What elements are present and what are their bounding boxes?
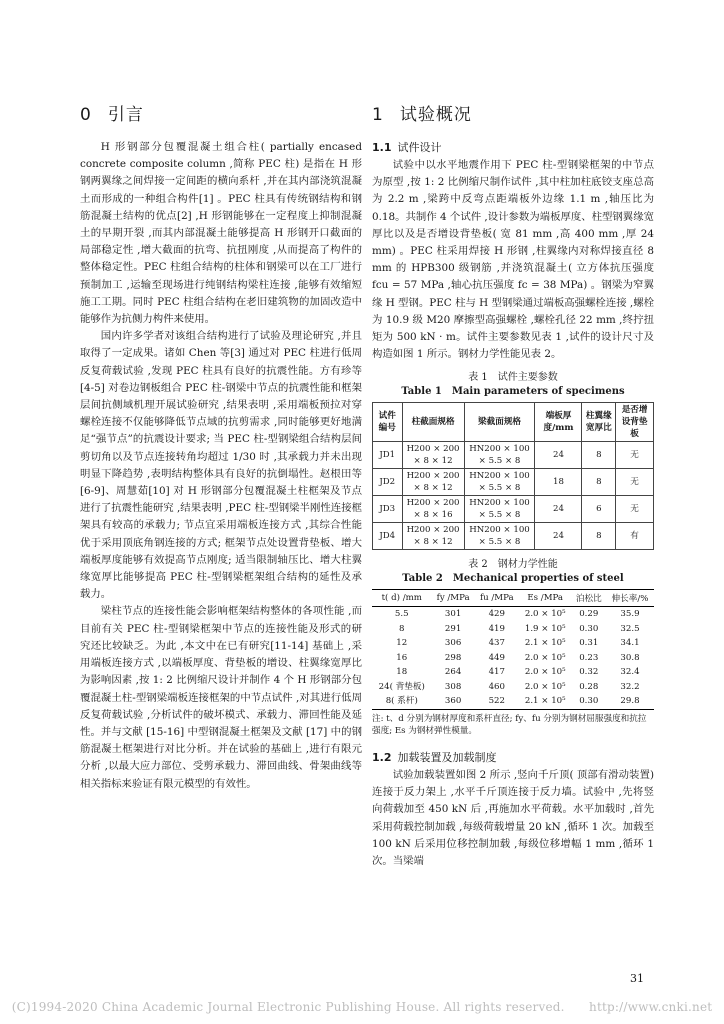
table1-header: 梁截面规格: [464, 403, 535, 442]
table2-header-row: [372, 590, 654, 607]
table-cell: HN200 × 100 × 5.5 × 8: [464, 442, 535, 469]
table2-note: 注: t、d 分别为钢材厚度和系杆直径; fy、fu 分别为钢材屈服强度和抗拉强度; Es 为钢材弹性模量。: [372, 713, 647, 736]
table-cell: 2.1 × 10⁵: [524, 696, 566, 707]
table-cell: 29.8: [620, 696, 640, 707]
table-cell: JD2: [373, 469, 403, 496]
table-cell: 24: [535, 442, 582, 469]
copyright-footer: (C)1994-2020 China Academic Journal Electronic Publishing House. All rights reserved. http://www.cnki.net: [11, 1000, 713, 1014]
table-cell: 8: [582, 469, 616, 496]
table-row: [372, 665, 654, 680]
table-row: [373, 442, 654, 469]
table-cell: 30.8: [620, 652, 640, 663]
design-paragraph: 试验中以水平地震作用下 PEC 柱-型钢梁框架的中节点为原型 ,按 1: 2 比例缩尺制作试件 ,其中柱加柱底铰支座总高为 2.2 m ,梁跨中反弯点距端板外边缘 1.1 m ,轴压比为 0.18。共制作 4 个试件 ,设计参数为端板厚度、柱型钢翼缘宽厚比以及是否增设背垫板( 宽 81 mm ,高 400 mm ,厚 24 mm) 。PEC 柱采用焊接 H 形钢 ,柱翼缘内对称焊接直径 8 mm 的 HPB300 级钢筋 ,并浇筑混凝土( 立方体抗压强度 fcu = 57 MPa ,轴心抗压强度 fc = 38 MPa) 。钢梁为窄翼缘 H 型钢。PEC 柱与 H 型钢梁通过端板高强螺栓连接 ,螺栓为 10.9 级 M20 摩擦型高强螺栓 ,螺栓孔径 22 mm ,终拧扭矩为 500 kN · m。试件主要参数见表 1 ,试件的设计尺寸及构造如图 1 所示。钢材力学性能见表 2。: [372, 159, 654, 361]
table-cell: 无: [616, 442, 654, 469]
table-cell: 5.5: [394, 609, 409, 620]
table-cell: 522: [488, 696, 505, 707]
table-row: [372, 694, 654, 709]
section-number: 1: [372, 105, 384, 125]
subsection-number: 1.1: [372, 141, 392, 154]
table-cell: 2.0 × 10⁵: [524, 667, 566, 678]
table-cell: 0.31: [579, 638, 599, 649]
table-cell: 0.32: [579, 667, 599, 678]
subsection-heading-design: [372, 139, 654, 155]
table-row: [372, 680, 654, 695]
table-cell: 291: [444, 623, 462, 634]
table-cell: JD1: [373, 442, 403, 469]
table-row: [373, 496, 654, 523]
page-number: 31: [630, 972, 644, 985]
subsection-title: 加载装置及加载制度: [397, 750, 497, 764]
table-cell: 24( 背垫板): [378, 681, 425, 692]
table2-caption-en: Table 2 Mechanical properties of steel: [402, 573, 624, 585]
table2-caption: [372, 558, 654, 586]
table-cell: 460: [488, 681, 505, 692]
table-cell: 8( 系杆): [385, 696, 418, 707]
table-cell: 417: [488, 667, 505, 678]
table-cell: 419: [488, 623, 505, 634]
table-cell: 32.2: [620, 681, 640, 692]
table-cell: HN200 × 100 × 5.5 × 8: [464, 523, 535, 550]
table-cell: 8: [582, 442, 616, 469]
table-cell: 34.1: [620, 638, 640, 649]
table-cell: 1.9 × 10⁵: [524, 623, 566, 634]
intro-paragraph-1: H 形钢部分包覆混凝土组合柱( partially encased concrete composite column ,简称 PEC 柱) 是指在 H 形钢两翼缘之间焊接一定间距的横向系杆 ,并在其内部浇筑混凝土而形成的一种组合构件[1] 。PEC 柱具有传统钢结构和钢筋混凝土结构的优点[2] ,H 形钢能够在一定程度上抑制混凝土的早期开裂 ,而其内部混凝土能够提高 H 形钢开口截面的局部稳定性 ,增大截面的抗弯、抗扭刚度 ,从而提高了构件的整体稳定性。PEC 柱组合结构的柱体和钢梁可以在工厂进行预制加工 ,运输至现场进行纯钢结构梁柱连接 ,能够有效缩短施工工期。同时 PEC 柱组合结构在老旧建筑物的加固改造中能够作为抗侧力构件来使用。: [80, 141, 362, 326]
table-cell: 32.5: [620, 623, 640, 634]
table-cell: 24: [535, 523, 582, 550]
table2-header: Es /MPa: [519, 590, 572, 607]
right-column: [372, 100, 654, 870]
subsection-heading-loading: [372, 749, 654, 765]
table-row: [372, 607, 654, 622]
table1-header: 是否增设背垫板: [616, 403, 654, 442]
table-cell: 429: [488, 609, 505, 620]
table-cell: 298: [444, 652, 462, 663]
table-cell: 308: [444, 681, 462, 692]
table-cell: 360: [444, 696, 462, 707]
table-cell: 0.23: [579, 652, 599, 663]
table-cell: 35.9: [620, 609, 640, 620]
intro-paragraph-3: 梁柱节点的连接性能会影响框架结构整体的各项性能 ,而目前有关 PEC 柱-型钢梁框架中节点的连接性能及形式的研究还比较缺乏。为此 ,本文中在已有研究[11-14] 基础上 ,采用端板连接方式 ,以端板厚度、背垫板的增设、柱翼缘宽厚比为影响因素 ,按 1: 2 比例缩尺设计并制作 4 个 H 形钢部分包覆混凝土柱-型钢梁端板连接框架的中节点试件 ,对其进行低周反复荷载试验 ,分析试件的破坏模式、承载力、滞回性能及延性。并与文献 [15-16] 中型钢混凝土框架及文献 [17] 中的钢筋混凝土框架进行对比分析。并在试验的基础上 ,进行有限元分析 ,以最大应力部位、受剪承载力、滞回曲线、骨架曲线等相关指标来验证有限元模型的有效性。: [80, 605, 362, 790]
loading-paragraph: 试验加载装置如图 2 所示 ,竖向千斤顶( 顶部有滑动装置) 连接于反力架上 ,水平千斤顶连接于反力墙。试验中 ,先将竖向荷载加至 450 kN 后 ,再施加水平荷载。水平加载时 ,首先采用荷载控制加载 ,每级荷载增量 20 kN ,循环 1 次。加载至 100 kN 后采用位移控制加载 ,每级位移增幅 1 mm ,循环 1 次。当梁端: [372, 768, 654, 867]
table-row: [373, 523, 654, 550]
intro-paragraph-2: 国内许多学者对该组合结构进行了试验及理论研究 ,并且取得了一定成果。诸如 Chen 等[3] 通过对 PEC 柱进行低周反复荷载试验 ,发现 PEC 柱具有良好的抗震性能。方有珍等[4-5] 对卷边钢板组合 PEC 柱-钢梁中节点的抗震性能和框架层间抗侧域机理开展试验研究 ,结果表明 ,采用端板预拉对穿螺栓连接不仅能够降低节点域的抗剪需求 ,同时能够更好地满足“强节点”的抗震设计要求; 当 PEC 柱-型钢梁组合结构层间剪切角以及节点连接转角均超过 1/30 时 ,其承载力并未出现明显下降趋势 ,表明结构整体具有良好的抗倒塌性。赵根田等[6-9]、周慧茹[10] 对 H 形钢部分包覆混凝土柱框架及节点进行了抗震性能研究 ,结果表明 ,PEC 柱-型钢梁半刚性连接框架具有较高的承载力; 节点宜采用端板连接方式 ,其综合性能优于采用顶底角钢连接的方式; 框架节点处设置背垫板、增大端板厚度能够有效提高节点刚度; 适当限制轴压比、增大柱翼缘宽厚比能够提高 PEC 柱-型钢梁框架组合结构的延性及承载力。: [80, 330, 362, 601]
table1-header: 柱截面规格: [402, 403, 464, 442]
table-cell: 18: [535, 469, 582, 496]
table2-caption-cn: 表 2 钢材力学性能: [468, 559, 558, 571]
table-row: [372, 622, 654, 637]
table-cell: 0.30: [579, 696, 599, 707]
table2-header: fy /MPa: [432, 590, 475, 607]
table1-header: 试件编号: [373, 403, 403, 442]
table-cell: 437: [488, 638, 505, 649]
section-title: 引言: [107, 105, 144, 125]
table2-header: t( d) /mm: [372, 590, 432, 607]
table-cell: 24: [535, 496, 582, 523]
section-heading-introduction: [80, 100, 362, 125]
table-cell: 0.30: [579, 623, 599, 634]
table-cell: 2.0 × 10⁵: [524, 652, 566, 663]
table-cell: JD4: [373, 523, 403, 550]
table2-header: fu /MPa: [475, 590, 519, 607]
table-cell: 306: [444, 638, 462, 649]
table1-caption-cn: 表 1 试件主要参数: [468, 372, 558, 384]
table-cell: HN200 × 100 × 5.5 × 8: [464, 496, 535, 523]
table-cell: 2.0 × 10⁵: [524, 609, 566, 620]
table-cell: 449: [488, 652, 505, 663]
table-cell: HN200 × 100 × 5.5 × 8: [464, 469, 535, 496]
table-cell: 无: [616, 496, 654, 523]
section-title: 试验概况: [399, 105, 472, 125]
table-cell: 0.28: [579, 681, 599, 692]
left-column: [80, 100, 362, 793]
table-cell: 12: [396, 638, 408, 649]
table-cell: 264: [444, 667, 462, 678]
table1-main-parameters: [372, 402, 654, 550]
table2-steel-properties: [372, 589, 654, 710]
table1-caption-en: Table 1 Main parameters of specimens: [401, 386, 625, 398]
table-row: [372, 651, 654, 666]
table1-header: 端板厚度/mm: [535, 403, 582, 442]
table-cell: 有: [616, 523, 654, 550]
table2-header: 伸长率/%: [606, 590, 654, 607]
table-cell: 无: [616, 469, 654, 496]
table-row: [373, 469, 654, 496]
section-number: 0: [80, 105, 92, 125]
table-cell: H200 × 200 × 8 × 12: [402, 469, 464, 496]
table-cell: JD3: [373, 496, 403, 523]
table-cell: 16: [396, 652, 408, 663]
table-row: [372, 636, 654, 651]
table-cell: 2.0 × 10⁵: [524, 681, 566, 692]
table-cell: H200 × 200 × 8 × 12: [402, 523, 464, 550]
section-heading-overview: [372, 100, 654, 125]
table-cell: 301: [444, 609, 462, 620]
table-cell: H200 × 200 × 8 × 16: [402, 496, 464, 523]
table1-caption: [372, 371, 654, 399]
table-cell: 2.1 × 10⁵: [524, 638, 566, 649]
table-cell: 32.4: [620, 667, 640, 678]
table-cell: 18: [396, 667, 408, 678]
table-cell: 8: [582, 523, 616, 550]
subsection-title: 试件设计: [397, 141, 442, 154]
table-cell: 0.29: [579, 609, 599, 620]
table-cell: 8: [399, 623, 405, 634]
subsection-number: 1.2: [372, 750, 392, 764]
table-cell: H200 × 200 × 8 × 12: [402, 442, 464, 469]
table1-header-row: [373, 403, 654, 442]
table-cell: 6: [582, 496, 616, 523]
table1-header: 柱翼缘宽厚比: [582, 403, 616, 442]
table2-header: 泊松比: [572, 590, 606, 607]
